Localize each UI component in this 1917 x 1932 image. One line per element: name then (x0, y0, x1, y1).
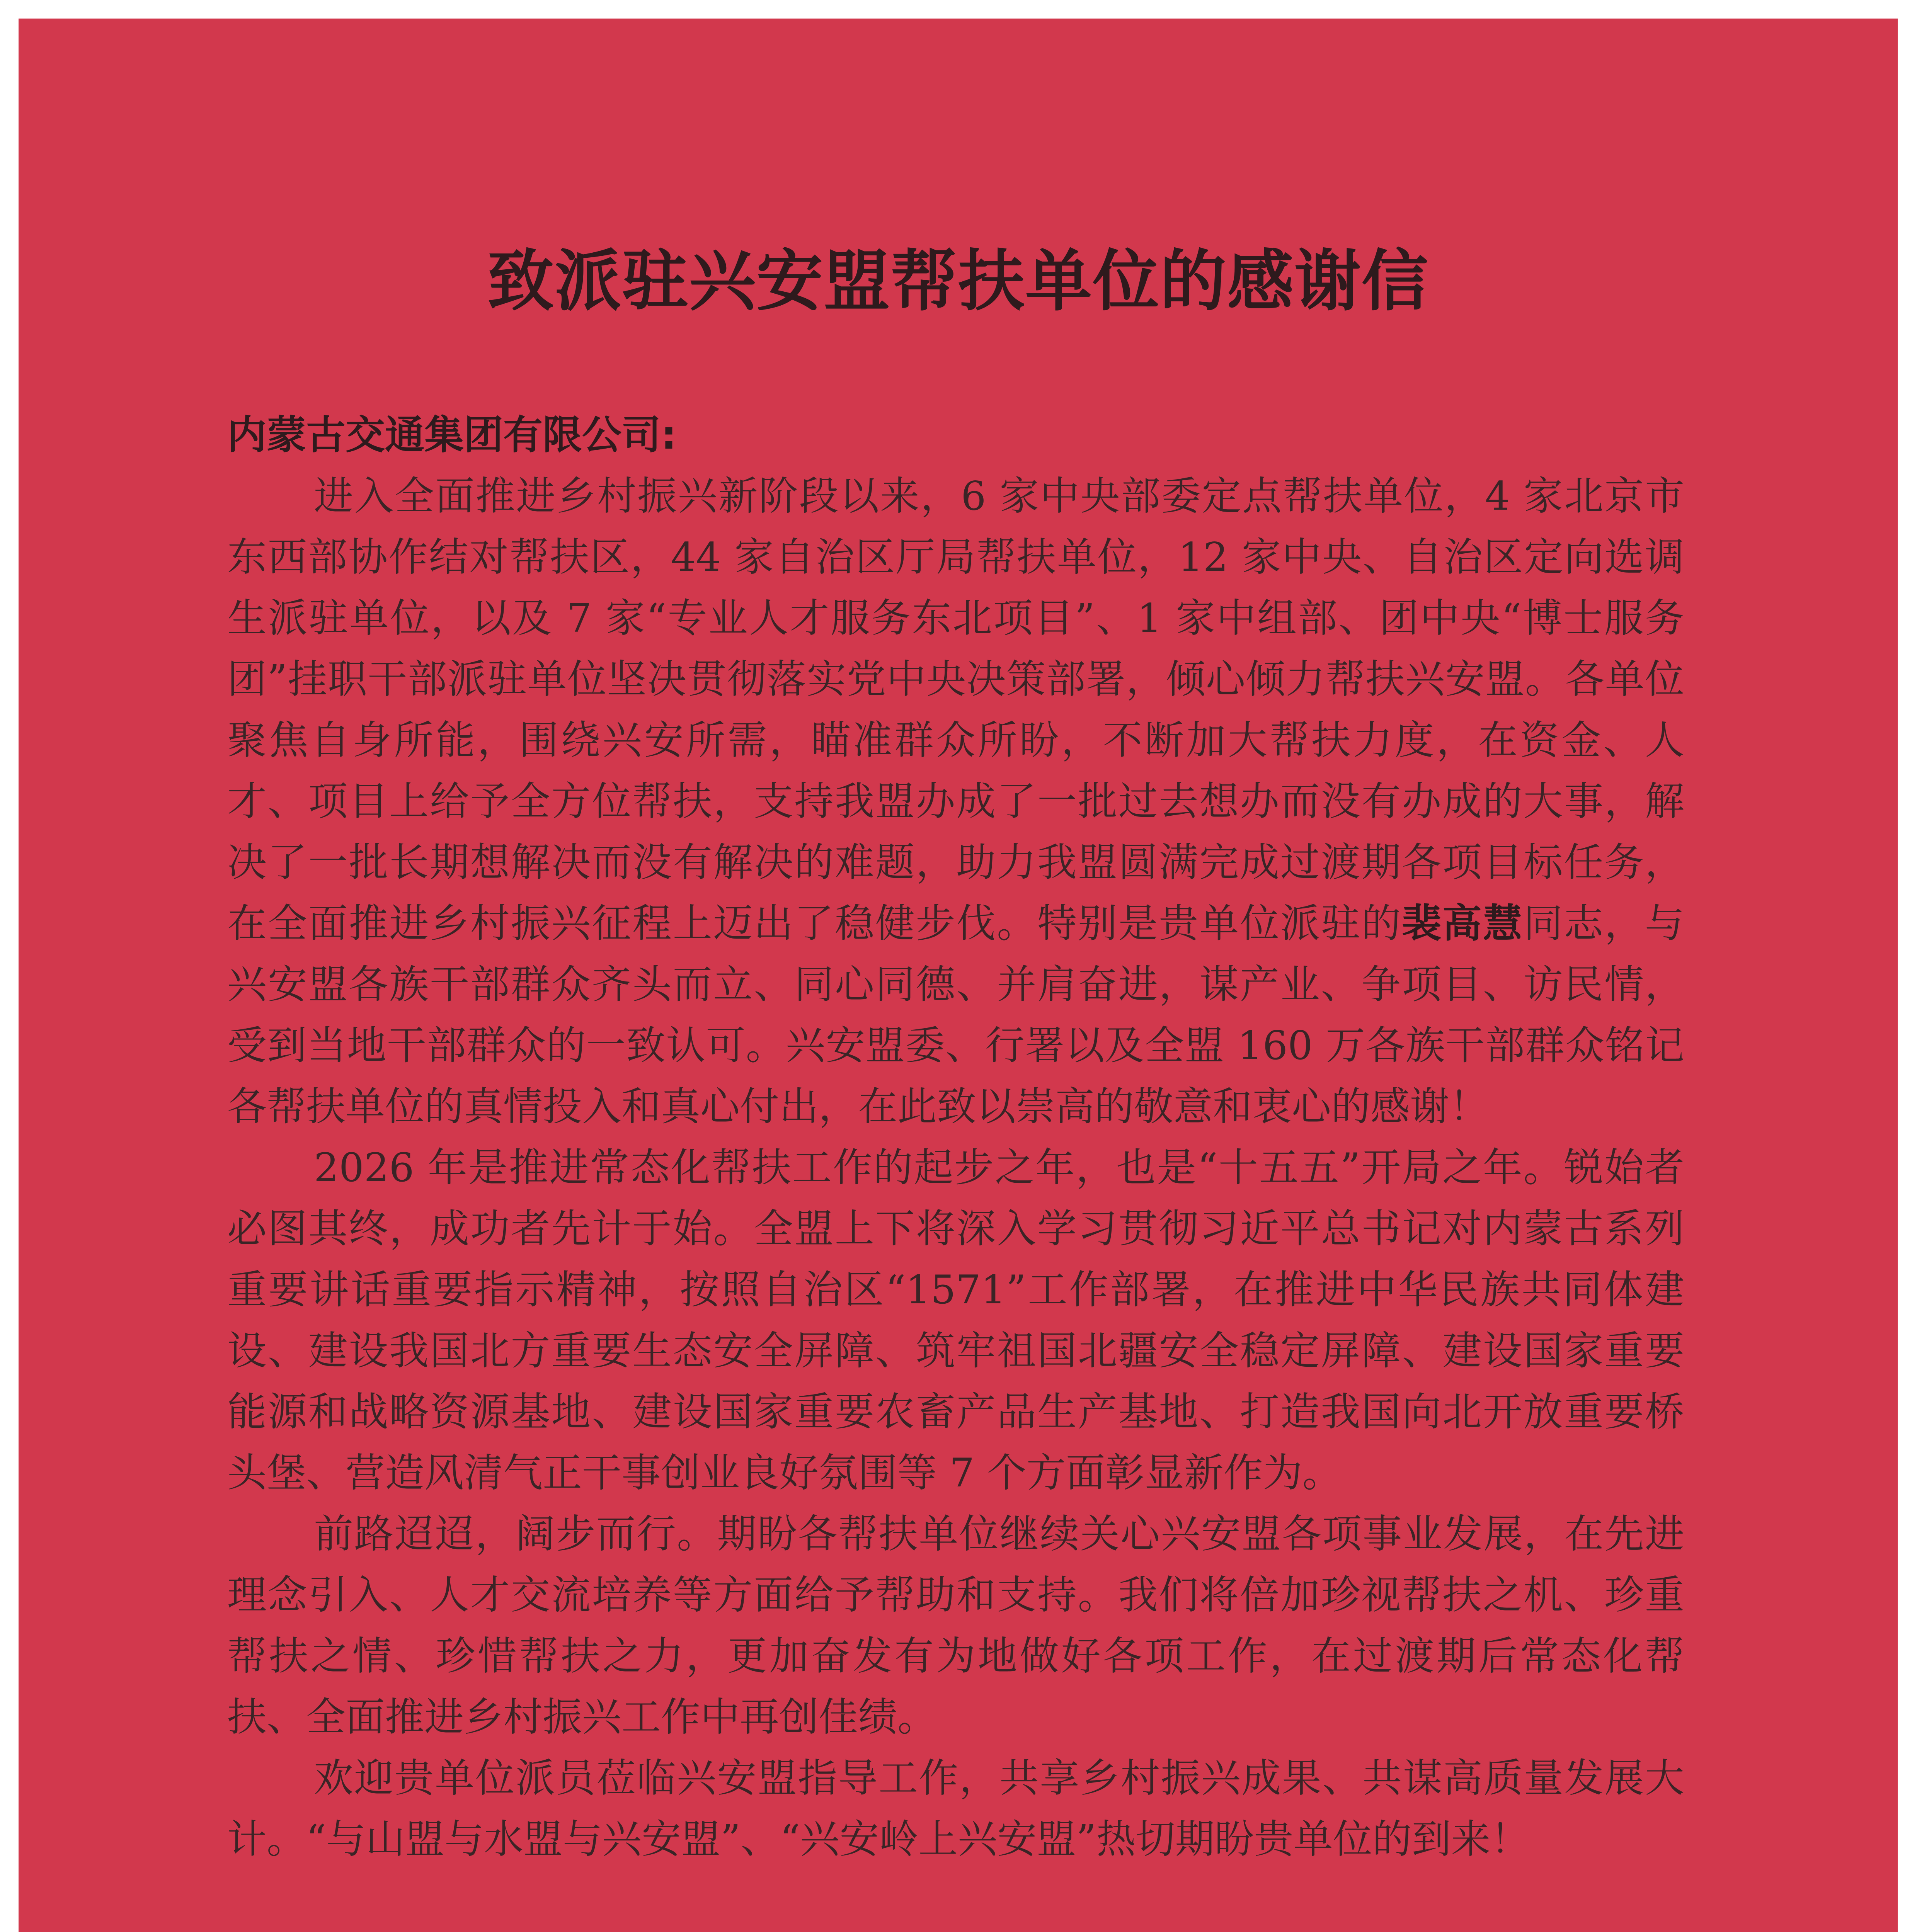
paragraph-2: 2026 年是推进常态化帮扶工作的起步之年，也是“十五五”开局之年。锐始者必图其终，成功者先计于始。全盟上下将深入学习贯彻习近平总书记对内蒙古系列重要讲话重要指示精神，按照自治区“1571”工作部署，在推进中华民族共同体建设、建设我国北方重要生态安全屏障、筑牢祖国北疆安全稳定屏障、建设国家重要能源和战略资源基地、建设国家重要农畜产品生产基地、打造我国向北开放重要桥头堡、营造风清气正干事创业良好氛围等 7 个方面彰显新作为。 (227, 1145, 1684, 1496)
paragraph-1-text-before: 进入全面推进乡村振兴新阶段以来，6 家中央部委定点帮扶单位，4 家北京市东西部协作结对帮扶区，44 家自治区厅局帮扶单位，12 家中央、自治区定向选调生派驻单位，以及 7 家“专业人才服务东北项目”、1 家中组部、团中央“博士服务团”挂职干部派驻单位坚决贯彻落实党中央决策部署，倾心倾力帮扶兴安盟。各单位聚焦自身所能，围绕兴安所需，瞄准群众所盼，不断加大帮扶力度，在资金、人才、项目上给予全方位帮扶，支持我盟办成了一批过去想办而没有办成的大事，解决了一批长期想解决而没有解决的难题，助力我盟圆满完成过渡期各项目标任务，在全面推进乡村振兴征程上迈出了稳健步伐。特别是贵单位派驻的 (227, 473, 1684, 947)
letter-body (227, 405, 1684, 1870)
paragraph-3: 前路迢迢，阔步而行。期盼各帮扶单位继续关心兴安盟各项事业发展，在先进理念引入、人才交流培养等方面给予帮助和支持。我们将倍加珍视帮扶之机、珍重帮扶之情、珍惜帮扶之力，更加奋发有为地做好各项工作，在过渡期后常态化帮扶、全面推进乡村振兴工作中再创佳绩。 (227, 1511, 1684, 1740)
assigned-cadre-name: 裴高慧 (1402, 901, 1524, 947)
salutation: 内蒙古交通集团有限公司: (227, 412, 677, 458)
letter-title: 致派驻兴安盟帮扶单位的感谢信 (487, 242, 1429, 320)
paragraph-1 (227, 466, 1684, 1138)
paragraph-4: 欢迎贵单位派员莅临兴安盟指导工作，共享乡村振兴成果、共谋高质量发展大计。“与山盟与水盟与兴安盟”、“兴安岭上兴安盟”热切期盼贵单位的到来！ (227, 1755, 1684, 1862)
paragraph-1-text-after: 同志，与兴安盟各族干部群众齐头而立、同心同德、并肩奋进，谋产业、争项目、访民情，受到当地干部群众的一致认可。兴安盟委、行署以及全盟 160 万各族干部群众铭记各帮扶单位的真情投入和真心付出，在此致以崇高的敬意和衷心的感谢！ (227, 901, 1685, 1130)
letter-sheet (19, 19, 1898, 1932)
